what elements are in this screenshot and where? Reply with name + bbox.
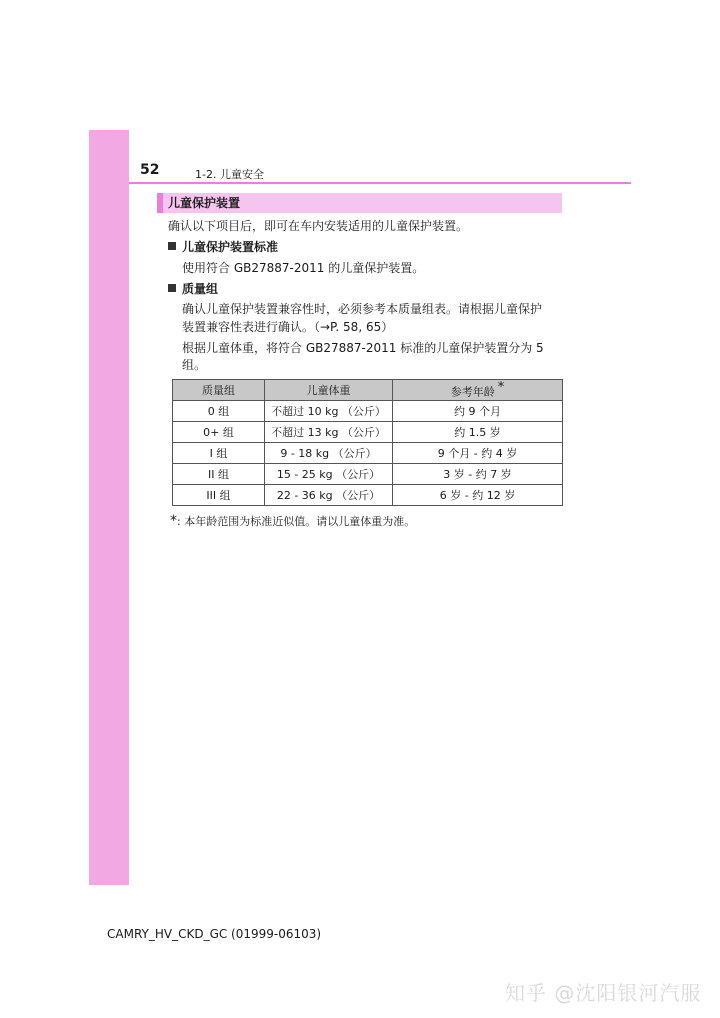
mass-group-heading [168, 279, 218, 299]
cell-group: II 组 [173, 464, 265, 485]
mass-group-heading-label: 质量组 [182, 282, 219, 296]
standard-heading [168, 237, 278, 257]
footnote-text: : 本年龄范围为标准近似值。请以儿童体重为准。 [177, 515, 416, 528]
table-row [173, 422, 563, 443]
cell-weight: 15 - 25 kg （公斤） [265, 464, 393, 485]
document-id: CAMRY_HV_CKD_GC (01999-06103) [107, 927, 322, 941]
cell-group: 0+ 组 [173, 422, 265, 443]
mass-group-text-line2: 装置兼容性表进行确认。（→P. 58, 65） [182, 320, 394, 334]
page-number: 52 [140, 162, 160, 178]
header-reference-age-label: 参考年龄 [450, 385, 495, 399]
section-heading: 儿童保护装置 [157, 193, 562, 213]
cell-age: 3 岁 - 约 7 岁 [393, 464, 563, 485]
cell-group: I 组 [173, 443, 265, 464]
mass-group-text-line1: 确认儿童保护装置兼容性时，必须参考本质量组表。请根据儿童保护 [182, 302, 543, 316]
cell-group: 0 组 [173, 401, 265, 422]
table-row [173, 464, 563, 485]
cell-weight: 22 - 36 kg （公斤） [265, 485, 393, 506]
cell-group: III 组 [173, 485, 265, 506]
table-row [173, 401, 563, 422]
cell-age: 约 1.5 岁 [393, 422, 563, 443]
table-row [173, 485, 563, 506]
bullet-square-icon [168, 284, 176, 292]
standard-heading-label: 儿童保护装置标准 [182, 240, 279, 254]
cell-weight: 不超过 13 kg （公斤） [265, 422, 393, 443]
header-reference-age [393, 380, 563, 401]
mass-group-text-line4: 组。 [182, 358, 207, 372]
section-intro: 确认以下项目后，即可在车内安装适用的儿童保护装置。 [168, 219, 469, 233]
table-header-row [173, 380, 563, 401]
cell-age: 6 岁 - 约 12 岁 [393, 485, 563, 506]
cell-age: 约 9 个月 [393, 401, 563, 422]
header-divider [129, 182, 631, 184]
asterisk-mark: * [497, 380, 505, 396]
table-row [173, 443, 563, 464]
mass-group-text-line3: 根据儿童体重，将符合 GB27887-2011 标准的儿童保护装置分为 5 [182, 341, 544, 355]
chapter-title: 1-2. 儿童安全 [195, 168, 264, 181]
header-mass-group: 质量组 [173, 380, 265, 401]
watermark: 知乎 @沈阳银河汽服 [505, 981, 702, 1005]
mass-group-table [172, 379, 563, 506]
cell-age: 9 个月 - 约 4 岁 [393, 443, 563, 464]
footnote-asterisk: * [170, 513, 177, 529]
bullet-square-icon [168, 242, 176, 250]
side-tab-bar [89, 130, 129, 885]
cell-weight: 不超过 10 kg （公斤） [265, 401, 393, 422]
header-child-weight: 儿童体重 [265, 380, 393, 401]
footnote [170, 513, 415, 529]
standard-text: 使用符合 GB27887-2011 的儿童保护装置。 [182, 261, 425, 275]
cell-weight: 9 - 18 kg （公斤） [265, 443, 393, 464]
